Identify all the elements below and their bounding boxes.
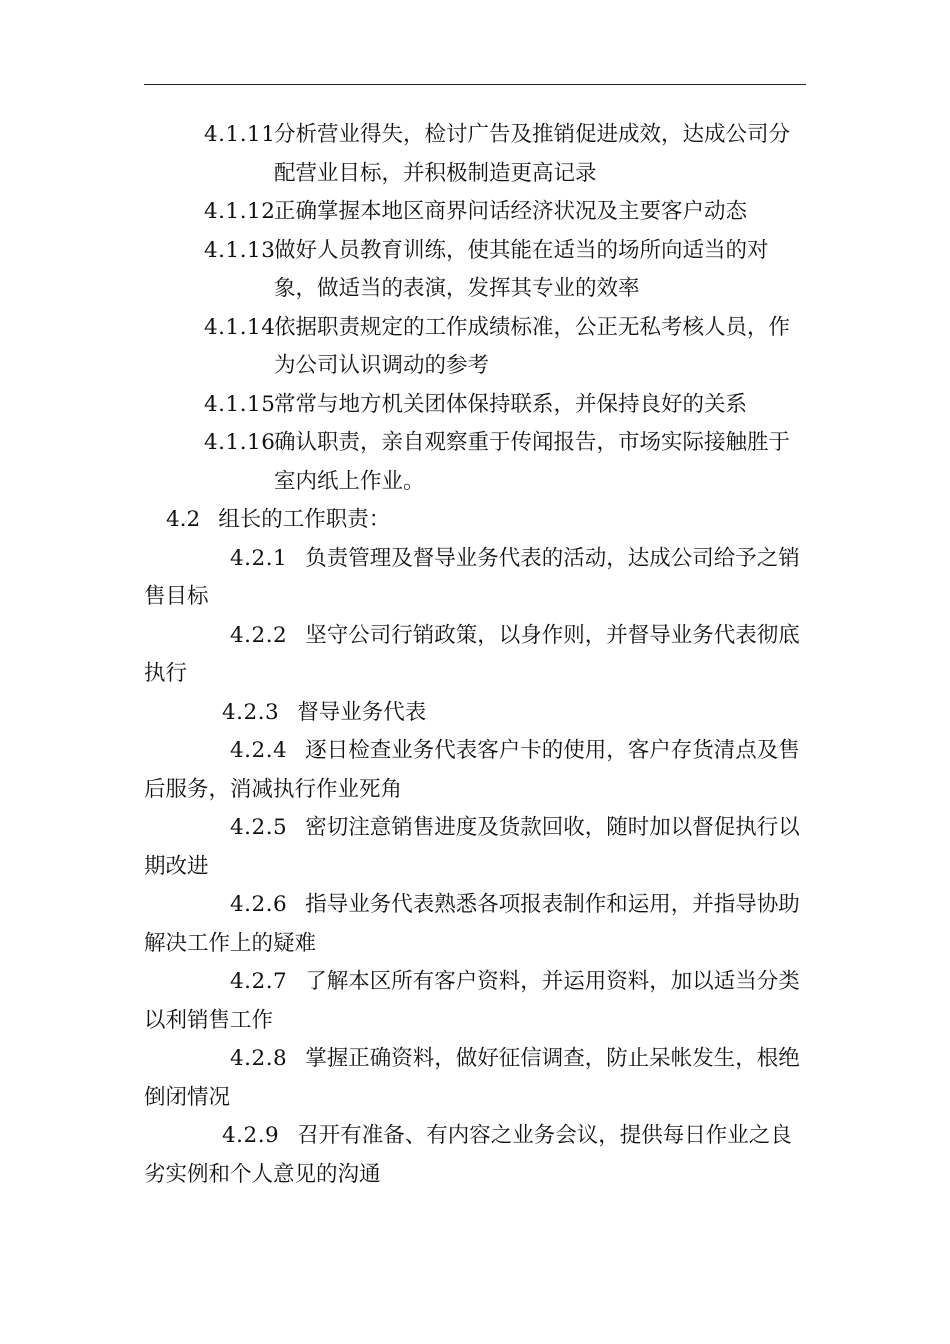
item-text: 分析营业得失，检讨广告及推销促进成效，达成公司分配营业目标，并积极制造更高记录 [274,122,791,186]
section-title: 组长的工作职责： [218,507,391,532]
item-number: 4.2.7 [230,969,288,994]
item-number: 4.1.15 [204,391,276,417]
item-number: 4.1.13 [204,237,276,263]
item-number: 4.1.12 [204,199,276,224]
item-number: 4.2.5 [230,815,288,840]
item-number: 4.1.11 [204,122,276,147]
item-text: 督导业务代表 [297,699,427,725]
item-text: 正确掌握本地区商界问话经济状况及主要客户动态 [274,199,748,224]
item-number: 4.2.4 [230,738,288,763]
item-text: 做好人员教育训练，使其能在适当的场所向适当的对象，做适当的表演，发挥其专业的效率 [274,237,769,301]
item-text: 负责管理及督导业务代表的活动，达成公司给予之销售目标 [144,545,800,609]
subitem-4-1-16 [144,424,806,501]
item-4-2-5 [144,809,806,886]
item-text: 指导业务代表熟悉各项报表制作和运用，并指导协助解决工作上的疑难 [144,892,800,956]
item-4-2-3 [144,694,806,733]
item-number: 4.1.14 [204,314,276,340]
subitem-4-1-11 [144,116,806,193]
subitem-4-1-15 [144,386,806,425]
item-text: 依据职责规定的工作成绩标准，公正无私考核人员，作为公司认识调动的参考 [274,314,791,378]
item-text: 了解本区所有客户资料，并运用资料，加以适当分类以利销售工作 [144,969,800,1033]
item-text: 召开有准备、有内容之业务会议，提供每日作业之良劣实例和个人意见的沟通 [144,1123,792,1187]
item-4-2-1 [144,540,806,617]
item-number: 4.2.2 [230,622,288,648]
item-number: 4.2.8 [230,1046,288,1071]
item-text: 常常与地方机关团体保持联系，并保持良好的关系 [274,391,748,417]
item-text: 坚守公司行销政策，以身作则，并督导业务代表彻底执行 [144,622,800,686]
section-number: 4.2 [166,507,201,532]
item-number: 4.1.16 [204,430,276,455]
item-text: 确认职责，亲自观察重于传闻报告，市场实际接触胜于室内纸上作业。 [274,430,791,494]
item-4-2-7 [144,963,806,1040]
item-number: 4.2.3 [222,699,280,725]
item-4-2-2 [144,617,806,694]
item-4-2-4 [144,732,806,809]
item-number: 4.2.9 [222,1123,280,1148]
item-number: 4.2.1 [230,545,288,571]
item-text: 掌握正确资料，做好征信调查，防止呆帐发生，根绝倒闭情况 [144,1046,800,1110]
item-4-2-8 [144,1040,806,1117]
subitem-4-1-14 [144,309,806,386]
document-body [144,116,806,1194]
item-4-2-9 [144,1117,806,1194]
section-heading [144,501,806,540]
subitem-4-1-12 [144,193,806,232]
subitem-4-1-13 [144,232,806,309]
item-text: 逐日检查业务代表客户卡的使用，客户存货清点及售后服务，消减执行作业死角 [144,738,800,802]
item-text: 密切注意销售进度及货款回收，随时加以督促执行以期改进 [144,815,800,879]
item-4-2-6 [144,886,806,963]
item-number: 4.2.6 [230,892,288,917]
header-rule [144,84,806,85]
